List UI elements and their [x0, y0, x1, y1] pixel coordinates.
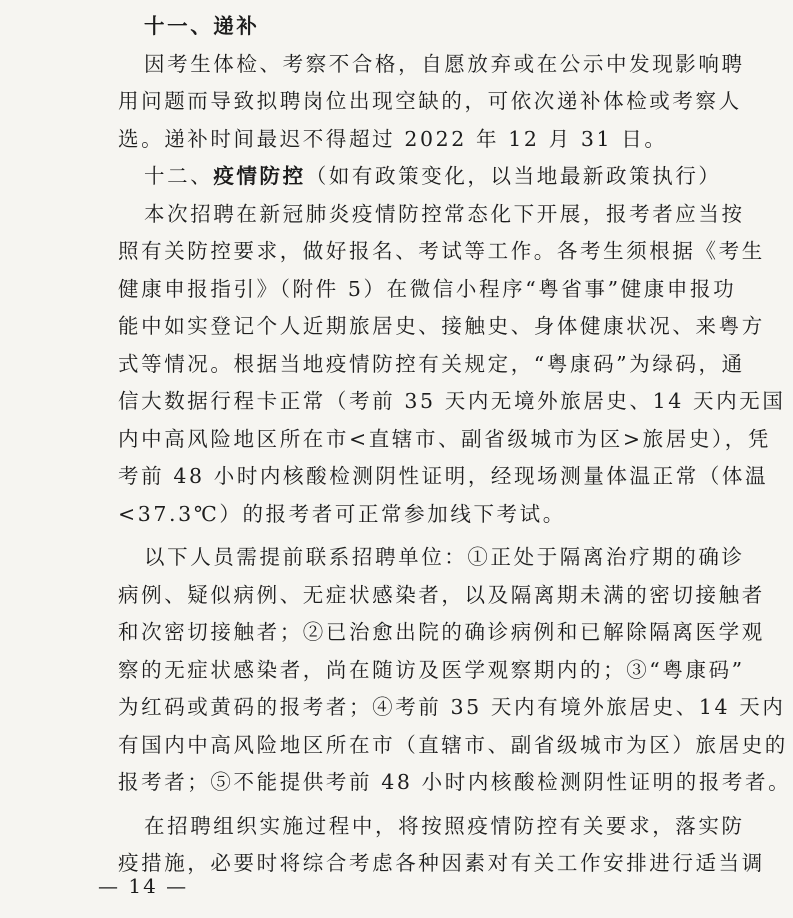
para-1-line-3: 健康申报指引》（附件 5）在微信小程序“粤省事”健康申报功	[118, 276, 737, 301]
para-3-line-2: 疫措施，必要时将综合考虑各种因素对有关工作安排进行适当调	[118, 851, 765, 875]
para-1-line-8: 考前 48 小时内核酸检测阴性证明，经现场测量体温正常（体温	[118, 464, 769, 488]
para-1-line-2: 照有关防控要求，做好报名、考试等工作。各考生须根据《考生	[118, 239, 765, 263]
section-11-heading: 十一、递补	[144, 14, 260, 38]
para-1-line-7: 内中高风险地区所在市<直辖市、副省级城市为区>旅居史），凭	[118, 426, 772, 451]
document-body	[118, 8, 792, 883]
section-12-heading-note: （如有政策变化，以当地最新政策执行）	[305, 164, 722, 188]
para-2-line-6: 有国内中高风险地区所在市（直辖市、副省级城市为区）旅居史的	[118, 732, 788, 757]
para-1-line-9: <37.3℃）的报考者可正常参加线下考试。	[118, 501, 566, 526]
para-1-line-4: 能中如实登记个人近期旅居史、接触史、身体健康状况、来粤方	[118, 314, 765, 338]
para-2-line-2: 病例、疑似病例、无症状感染者，以及隔离期未满的密切接触者	[118, 582, 765, 607]
para-2-line-7: 报考者；⑤不能提供考前 48 小时内核酸检测阴性证明的报考者。	[118, 770, 792, 794]
para-2-line-4: 察的无症状感染者，尚在随访及医学观察期内的；③“粤康码”	[118, 657, 745, 682]
page-number: — 14 —	[98, 874, 189, 898]
para-1-line-1: 本次招聘在新冠肺炎疫情防控常态化下开展，报考者应当按	[144, 201, 745, 226]
section-12-heading	[118, 158, 722, 196]
section-11-line-1: 因考生体检、考察不合格，自愿放弃或在公示中发现影响聘	[144, 51, 745, 76]
section-12-heading-prefix: 十二、	[144, 164, 214, 188]
para-2-line-5: 为红码或黄码的报考者；④考前 35 天内有境外旅居史、14 天内	[118, 695, 786, 719]
para-1-line-5: 式等情况。根据当地疫情防控有关规定，“粤康码”为绿码，通	[118, 351, 745, 376]
para-1-line-6: 信大数据行程卡正常（考前 35 天内无境外旅居史、14 天内无国	[118, 389, 786, 413]
para-3-line-1: 在招聘组织实施过程中，将按照疫情防控有关要求，落实防	[144, 813, 745, 838]
section-11-line-3: 选。递补时间最迟不得超过 2022 年 12 月 31 日。	[118, 126, 668, 151]
para-2-line-3: 和次密切接触者；②已治愈出院的确诊病例和已解除隔离医学观	[118, 620, 765, 644]
para-2-line-1: 以下人员需提前联系招聘单位：①正处于隔离治疗期的确诊	[144, 545, 745, 569]
section-11-line-2: 用问题而导致拟聘岗位出现空缺的，可依次递补体检或考察人	[118, 89, 742, 113]
section-12-heading-title: 疫情防控	[213, 164, 306, 188]
